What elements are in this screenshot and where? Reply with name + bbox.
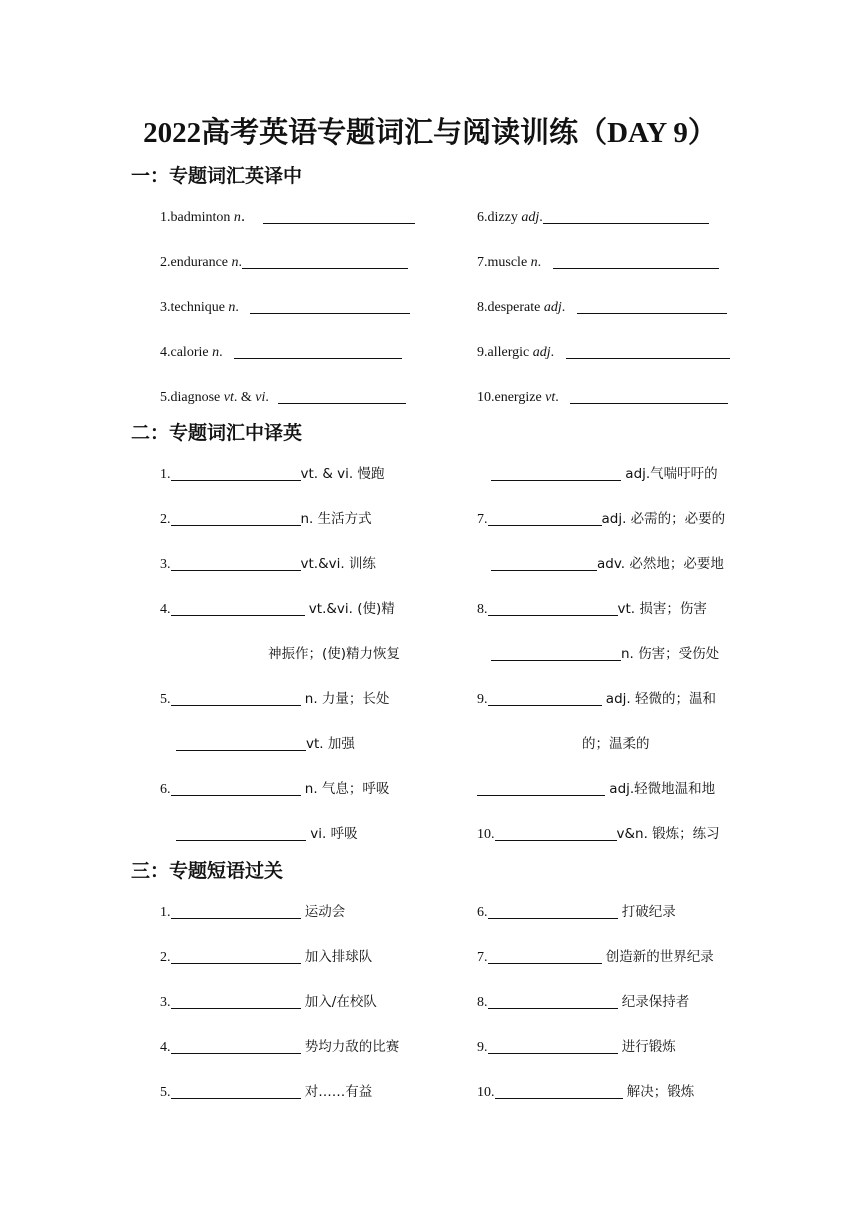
answer-blank[interactable]: [495, 826, 617, 841]
answer-blank[interactable]: [566, 344, 730, 359]
answer-blank[interactable]: [171, 949, 301, 964]
s3-item-6: 6. 打破纪录: [477, 904, 676, 920]
answer-blank[interactable]: [171, 904, 301, 919]
answer-blank[interactable]: [171, 556, 301, 571]
answer-blank[interactable]: [176, 736, 306, 751]
s2-right-8: 8. vt. 损害；伤害: [477, 601, 707, 617]
s3-item-4: 4. 势均力敌的比赛: [160, 1039, 400, 1055]
answer-blank[interactable]: [171, 781, 301, 796]
s2-right-6: adj.气喘吁吁的: [491, 465, 718, 484]
s1-item-1: 1.badminton n．: [160, 209, 415, 227]
s3-item-10: 10. 解决；锻炼: [477, 1084, 695, 1100]
s2-right-7-cont: adv. 必然地；必要地: [491, 555, 724, 574]
answer-blank[interactable]: [278, 389, 406, 404]
answer-blank[interactable]: [543, 209, 709, 224]
s1-item-2: 2.endurance n.: [160, 254, 408, 272]
s2-right-9-cont: 的；温柔的: [582, 736, 650, 752]
answer-blank[interactable]: [488, 601, 618, 616]
s2-left-1: 1. vt. & vi. 慢跑: [160, 466, 385, 482]
answer-blank[interactable]: [577, 299, 727, 314]
s3-item-1: 1. 运动会: [160, 904, 346, 920]
answer-blank[interactable]: [491, 556, 597, 571]
answer-blank[interactable]: [491, 466, 621, 481]
answer-blank[interactable]: [171, 1039, 301, 1054]
answer-blank[interactable]: [477, 781, 605, 796]
s3-item-9: 9. 进行锻炼: [477, 1039, 676, 1055]
s1-item-4: 4.calorie n.: [160, 344, 402, 362]
answer-blank[interactable]: [491, 646, 621, 661]
s1-item-6: 6.dizzy adj.: [477, 209, 709, 227]
answer-blank[interactable]: [263, 209, 415, 224]
s3-item-2: 2. 加入排球队: [160, 949, 373, 965]
answer-blank[interactable]: [242, 254, 408, 269]
s2-left-5: 5. n. 力量；长处: [160, 691, 390, 707]
s3-item-3: 3. 加入/在校队: [160, 994, 377, 1010]
s1-item-10: 10.energize vt.: [477, 389, 728, 407]
s1-item-5: 5.diagnose vt. & vi.: [160, 389, 406, 407]
s3-item-5: 5. 对……有益: [160, 1084, 373, 1100]
answer-blank[interactable]: [553, 254, 719, 269]
s2-left-4-cont: 神振作；(使)精力恢复: [268, 646, 401, 662]
s2-right-9b: adj.轻微地温和地: [477, 780, 715, 799]
answer-blank[interactable]: [570, 389, 728, 404]
answer-blank[interactable]: [250, 299, 410, 314]
answer-blank[interactable]: [171, 994, 301, 1009]
s1-item-3: 3.technique n.: [160, 299, 410, 317]
answer-blank[interactable]: [488, 511, 602, 526]
s2-left-6: 6. n. 气息；呼吸: [160, 781, 390, 797]
s1-item-9: 9.allergic adj.: [477, 344, 730, 362]
s2-left-5-cont: vt. 加强: [176, 735, 355, 754]
s1-item-7: 7.muscle n.: [477, 254, 719, 272]
answer-blank[interactable]: [488, 949, 602, 964]
s2-right-10: 10. v&n. 锻炼；练习: [477, 826, 720, 842]
s2-left-3: 3. vt.&vi. 训练: [160, 556, 376, 572]
answer-blank[interactable]: [234, 344, 402, 359]
answer-blank[interactable]: [488, 1039, 618, 1054]
answer-blank[interactable]: [171, 511, 301, 526]
s2-left-6-cont: vi. 呼吸: [176, 825, 358, 844]
answer-blank[interactable]: [171, 691, 301, 706]
answer-blank[interactable]: [488, 904, 618, 919]
s3-item-7: 7. 创造新的世界纪录: [477, 949, 714, 965]
answer-blank[interactable]: [171, 601, 305, 616]
answer-blank[interactable]: [488, 691, 602, 706]
answer-blank[interactable]: [495, 1084, 623, 1099]
answer-blank[interactable]: [488, 994, 618, 1009]
section-3-heading: 三：专题短语过关: [131, 860, 284, 882]
s2-left-2: 2. n. 生活方式: [160, 511, 372, 527]
s2-right-9: 9. adj. 轻微的；温和: [477, 691, 716, 707]
s2-right-8-cont: n. 伤害；受伤处: [491, 645, 719, 664]
s1-item-8: 8.desperate adj.: [477, 299, 727, 317]
page-title: 2022高考英语专题词汇与阅读训练（DAY 9）: [143, 117, 717, 149]
s2-left-4: 4. vt.&vi. (使)精: [160, 601, 395, 617]
answer-blank[interactable]: [171, 1084, 301, 1099]
answer-blank[interactable]: [171, 466, 301, 481]
s2-right-7: 7. adj. 必需的；必要的: [477, 511, 726, 527]
section-1-heading: 一：专题词汇英译中: [131, 165, 303, 187]
s3-item-8: 8. 纪录保持者: [477, 994, 690, 1010]
answer-blank[interactable]: [176, 826, 306, 841]
section-2-heading: 二：专题词汇中译英: [131, 422, 303, 444]
